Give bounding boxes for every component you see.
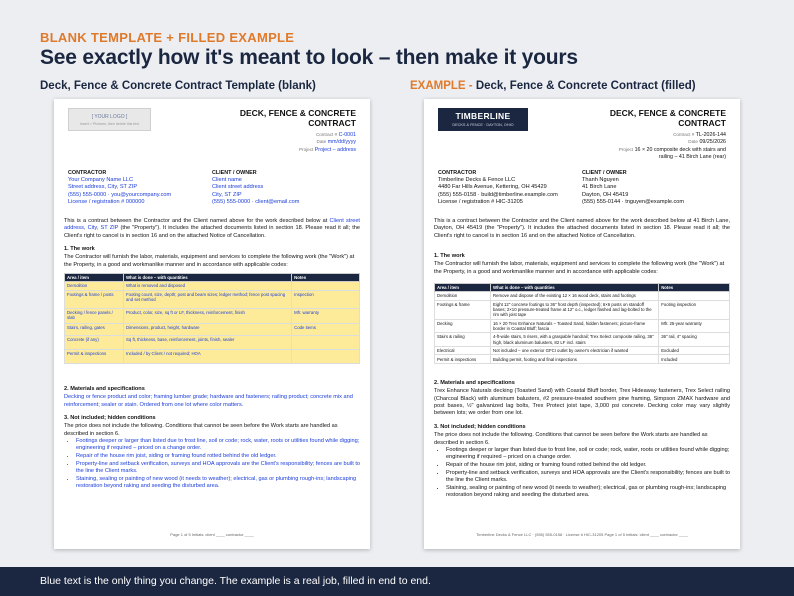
client-heading: CLIENT / OWNER (582, 170, 627, 176)
client-line: Client street address (212, 184, 264, 191)
title-line-2: CONTRACT (308, 117, 356, 128)
blank-template-label: Deck, Fence & Concrete Contract Template (blank) (40, 80, 316, 92)
work-table (434, 283, 730, 364)
table-row (435, 333, 730, 347)
brand-tagline: DECKS & FENCE · DAYTON, OHIO (452, 122, 514, 127)
table-cell: Product, color, size, sq ft or LF, thickness, reinforcement, finish (124, 308, 292, 323)
table-cell: 4-ft-wide stairs, 5 risers, with a graspable handrail; Trex Select composite railing, 36" high, black aluminum balusters, 82 LF incl. stairs (491, 333, 659, 347)
section-3 (434, 424, 730, 500)
table-cell: 36" rail, 4" spacing (659, 333, 730, 347)
contract-number-key: Contract # (673, 132, 695, 137)
title-line-1: DECK, FENCE & CONCRETE (239, 108, 356, 118)
table-cell: Included (659, 355, 730, 364)
logo-placeholder (68, 108, 151, 131)
exclusions-list (446, 447, 730, 499)
page-footer: Page 1 of 5 Initials: client ____ contractor ____ (170, 532, 254, 537)
section-heading: 2. Materials and specifications (434, 380, 515, 386)
table-cell (292, 282, 360, 291)
table-cell: Stairs & railing (435, 333, 491, 347)
table-cell: Decking / fence panels / slab (65, 308, 124, 323)
table-header: Area / item (435, 284, 491, 292)
table-row (435, 355, 730, 364)
table-cell: Excluded (659, 346, 730, 355)
contractor-heading: CONTRACTOR (438, 170, 477, 176)
table-row (435, 319, 730, 333)
table-cell (292, 349, 360, 363)
table-cell (659, 292, 730, 301)
table-cell: Electrical (435, 346, 491, 355)
client-line: Thanh Nguyen (582, 177, 619, 184)
date-value: mm/dd/yyyy (327, 139, 356, 146)
title-line-1: DECK, FENCE & CONCRETE (609, 108, 726, 118)
logo-placeholder-note: Insert > Pictures, then delete this text (79, 122, 140, 127)
table-cell: Permit & inspections (65, 349, 124, 363)
intro-text: (the "Property"). It includes the attached documents listed in section 18. Please read it all; the Client's right to cancel is in section 16 and on the attached Notice of Cancellation. (64, 225, 360, 239)
list-item: • Footings deeper or larger than listed due to frost line, soil or code; rock, water, roots or utilities found while digging; engineering if required – priced on a change order. (446, 447, 730, 462)
section-heading: 2. Materials and specifications (64, 386, 145, 392)
section-text: The Contractor will furnish the labor, materials, equipment and services to complete the following work (the "Work") at the Property, in a good and workmanlike manner and in accordance with applicable codes: (64, 254, 355, 268)
table-cell: What is removed and disposed (124, 282, 292, 291)
project-value: Project – address (314, 146, 356, 153)
logo-placeholder-text: [ YOUR LOGO ] (91, 114, 128, 120)
table-cell: Inspection (292, 290, 360, 308)
table-cell (292, 335, 360, 349)
table-row (435, 292, 730, 301)
table-header: Notes (292, 274, 360, 282)
client-line: Dayton, OH 45419 (582, 191, 629, 198)
intro-address: Client street address, City, ST ZIP (64, 218, 360, 232)
table-cell: 16 × 20 Trex Enhance Naturals – Toasted Sand, hidden fasteners; picture-frame border in Coastal Bluff; fascia (491, 319, 659, 333)
section-heading: 1. The work (434, 253, 465, 259)
client-line: Client name (212, 177, 242, 184)
table-cell: Code items (292, 323, 360, 335)
exclusions-list (76, 438, 360, 490)
contract-number-value: C-0001 (338, 132, 356, 138)
document-title (610, 109, 726, 129)
section-text: The price does not include the following. Conditions that cannot be seen before the Work starts are handled as described in section 6. (434, 432, 708, 446)
list-item: • Staining, sealing or painting of new wood (it needs to weather); electrical, gas or plumbing rough-ins; landscaping restoration beyond raking and seeding the disturbed area. (446, 485, 730, 500)
intro-paragraph: This is a contract between the Contractor and the Client named above for the work described below at 41 Birch Lane, Dayton, OH 45419 (the "Property"). It includes the attached documents listed in section 18. Please read it all; the Client's right to cancel is in section 16 and on the attached Notice of Cancellation. (434, 218, 730, 239)
list-item: • Footings deeper or larger than listed due to frost line, soil or code; rock, water, roots or utilities found while digging; engineering if required – priced on a change order. (76, 438, 360, 453)
list-item: • Property-line and setback verification, surveys and HOA approvals are the Client's responsibility; fences are built to the line the Client marks. (446, 470, 730, 485)
footer-bar (0, 567, 794, 596)
client-line: City, ST ZIP (212, 191, 242, 198)
intro-paragraph (64, 218, 360, 240)
contractor-line: Your Company Name LLC (68, 177, 134, 184)
page-footer: Timberline Decks & Fence LLC · (555) 555-0158 · License # HIC-31205 Page 1 of 5 Initials: client ____ contractor ____ (476, 532, 688, 537)
table-row (65, 349, 360, 363)
document-title (240, 109, 356, 129)
list-item: • Property-line and setback verification, surveys and HOA approvals are the Client's responsibility; fences are built to the line the Client marks. (76, 461, 360, 476)
section-2 (64, 386, 360, 409)
table-cell: Eight 12" concrete footings to 36" frost depth (inspected); 6×6 posts on standoff bases; 2×10 pressure-treated frame at 12" o.c., ledger flashed and lag-bolted to the rim with joist tape (491, 300, 659, 319)
table-cell: Remove and dispose of the existing 12 × 16 wood deck, stairs and footings (491, 292, 659, 301)
contractor-line: 4480 Far Hills Avenue, Kettering, OH 45429 (438, 184, 547, 191)
example-label-rest: Deck, Fence & Concrete Contract (filled) (475, 80, 696, 92)
table-header: What is done – with quantities (491, 284, 659, 292)
project-key: Project (618, 146, 634, 152)
date-key: Date (316, 139, 327, 145)
parties-block (68, 170, 356, 206)
client-line: (555) 555-0000 · client@email.com (212, 198, 300, 205)
brand-name: TIMBERLINE (455, 111, 511, 121)
parties-block (438, 170, 726, 206)
project-value: 16 × 20 composite deck with stairs and (634, 146, 726, 153)
table-cell: Concrete (if any) (65, 335, 124, 349)
table-row (435, 300, 730, 319)
section-heading: 1. The work (64, 246, 95, 252)
client-line: (555) 555-0144 · tnguyen@example.com (582, 198, 685, 205)
section-1 (64, 246, 360, 269)
footer-text: Blue text is the only thing you change. The example is a real job, filled in end to end. (40, 575, 431, 587)
table-row (65, 308, 360, 323)
table-cell: Dimensions, product, height, hardware (124, 323, 292, 335)
section-3 (64, 415, 360, 491)
work-table (64, 273, 360, 364)
contractor-line: Street address, City, ST ZIP (68, 184, 138, 191)
table-header: Area / item (65, 274, 124, 282)
section-heading: 3. Not included; hidden conditions (64, 415, 156, 421)
example-label-prefix: EXAMPLE - (410, 80, 476, 92)
contract-number-key: Contract # (315, 132, 338, 137)
table-row (65, 323, 360, 335)
table-row (65, 335, 360, 349)
table-row (65, 290, 360, 308)
section-text: The Contractor will furnish the labor, materials, equipment and services to complete the following work (the "Work") at the Property, in a good and workmanlike manner and in accordance with applicable codes: (434, 261, 725, 275)
section-text: The price does not include the following. Conditions that cannot be seen before the Work starts are handled as described in section 6. (64, 423, 338, 437)
table-cell: Permit & inspections (435, 355, 491, 364)
title-line-2: CONTRACT (678, 117, 726, 128)
table-cell: Not included – one exterior GFCI outlet by owner's electrician if wanted (491, 346, 659, 355)
contractor-block (438, 170, 582, 206)
table-cell: Footing count, size, depth; post and beam sizes; ledger method; fence post spacing and set method (124, 290, 292, 308)
section-text: Trex Enhance Naturals decking (Toasted Sand) with Coastal Bluff border, Trex Hideaway fasteners, Trex Select railing (Charcoal Black) with aluminum balusters, #2 pressure-treated southern pine framing, Simpson ZMAX hardware and post bases, ½" galvanized lag bolts, Trex Protect joist tape, 3,000 psi concrete. Decking color may vary slightly between lots; we order from one lot. (434, 388, 730, 417)
client-heading: CLIENT / OWNER (212, 170, 257, 176)
contractor-line: License / registration # 000000 (68, 198, 145, 205)
table-row (65, 282, 360, 291)
contract-meta (299, 132, 356, 154)
contractor-line: Timberline Decks & Fence LLC (438, 177, 516, 184)
example-label (410, 80, 696, 92)
section-text: Decking or fence product and color; framing lumber grade; hardware and fasteners; railing product; concrete mix and reinforcement; sealer or stain. Ordered from one lot where color matters. (64, 394, 353, 408)
contractor-heading: CONTRACTOR (68, 170, 107, 176)
list-item: • Repair of the house rim joist, siding or framing found rotted behind the old ledger. (446, 462, 730, 469)
client-line: 41 Birch Lane (582, 184, 617, 191)
client-block (212, 170, 356, 206)
table-cell: Building permit, footing and final inspections (491, 355, 659, 364)
project-value: railing – 41 Birch Lane (rear) (658, 154, 726, 161)
eyebrow-label: BLANK TEMPLATE + FILLED EXAMPLE (40, 30, 295, 45)
table-header: What is done – with quantities (124, 274, 292, 282)
table-cell: Footing inspection (659, 300, 730, 319)
section-1 (434, 253, 730, 276)
example-page (424, 99, 740, 549)
contractor-line: (555) 555-0000 · you@yourcompany.com (68, 191, 172, 198)
list-item: • Repair of the house rim joist, siding or framing found rotted behind the old ledger. (76, 453, 360, 460)
client-block (582, 170, 726, 206)
contractor-line: (555) 555-0158 · build@timberline.example.com (438, 191, 558, 198)
table-cell: Included / by Client / not required; HOA (124, 349, 292, 363)
page-headline: See exactly how it's meant to look – then make it yours (40, 46, 578, 69)
table-row (435, 346, 730, 355)
table-cell: Demolition (65, 282, 124, 291)
table-cell: Decking (435, 319, 491, 333)
table-cell: Footings & frame (435, 300, 491, 319)
date-key: Date (688, 139, 698, 145)
section-2 (434, 380, 730, 417)
date-value: 09/25/2026 (699, 139, 726, 146)
contract-meta (619, 132, 726, 162)
table-cell: Stairs, railing, gates (65, 323, 124, 335)
table-header: Notes (659, 284, 730, 292)
company-logo (438, 108, 528, 131)
contractor-line: License / registration # HIC-31205 (438, 198, 523, 205)
section-heading: 3. Not included; hidden conditions (434, 424, 526, 430)
contractor-block (68, 170, 212, 206)
table-cell: Demolition (435, 292, 491, 301)
intro-text: This is a contract between the Contractor and the Client named above for the work described below at (64, 218, 330, 224)
blank-template-page (54, 99, 370, 549)
table-cell: Mfr. 25-year warranty (659, 319, 730, 333)
table-cell: Footings & frame / posts (65, 290, 124, 308)
project-key: Project (298, 146, 314, 152)
table-cell: Sq ft, thickness, base, reinforcement, joints, finish, sealer (124, 335, 292, 349)
table-cell: Mfr. warranty (292, 308, 360, 323)
list-item: • Staining, sealing or painting of new wood (it needs to weather); electrical, gas or plumbing rough-ins; landscaping restoration beyond raking and seeding the disturbed area. (76, 476, 360, 491)
contract-number-value: TL-2026-144 (695, 132, 726, 138)
